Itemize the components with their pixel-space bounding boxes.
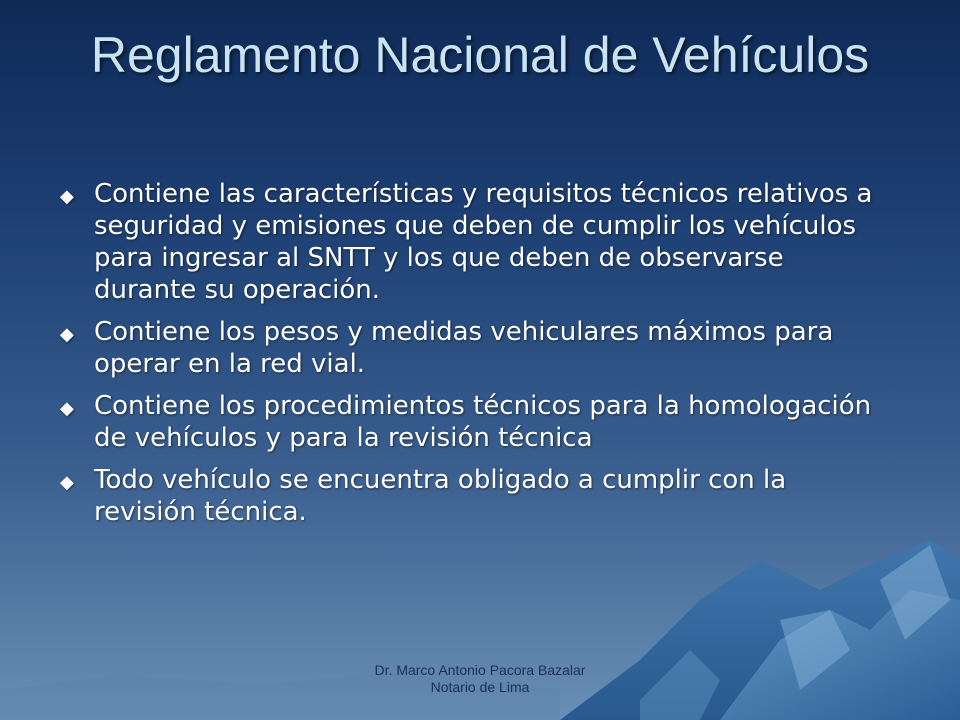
bullet-item bbox=[58, 178, 878, 306]
bullet-text: Contiene las características y requisitos técnicos relativos a seguridad y emisiones que deben de cumplir los vehículos para ingresar al SNTT y los que deben de observarse durante su operación. bbox=[94, 179, 873, 305]
slide-footer bbox=[300, 662, 660, 696]
diamond-bullet-icon: ◆ bbox=[60, 324, 74, 345]
bullet-text: Contiene los procedimientos técnicos para la homologación de vehículos y para la revisión técnica bbox=[94, 391, 872, 453]
bullet-text: Todo vehículo se encuentra obligado a cumplir con la revisión técnica. bbox=[94, 465, 787, 527]
bullet-item bbox=[58, 390, 878, 454]
diamond-bullet-icon: ◆ bbox=[60, 472, 74, 493]
footer-author: Dr. Marco Antonio Pacora Bazalar bbox=[374, 662, 586, 678]
bullet-text: Contiene los pesos y medidas vehiculares máximos para operar en la red vial. bbox=[94, 317, 834, 379]
footer-subtitle: Notario de Lima bbox=[430, 679, 530, 695]
slide-title: Reglamento Nacional de Vehículos bbox=[90, 27, 870, 83]
bullet-item bbox=[58, 464, 878, 528]
bullet-item bbox=[58, 316, 878, 380]
diamond-bullet-icon: ◆ bbox=[60, 186, 74, 207]
bullet-list bbox=[58, 178, 878, 538]
diamond-bullet-icon: ◆ bbox=[60, 398, 74, 419]
